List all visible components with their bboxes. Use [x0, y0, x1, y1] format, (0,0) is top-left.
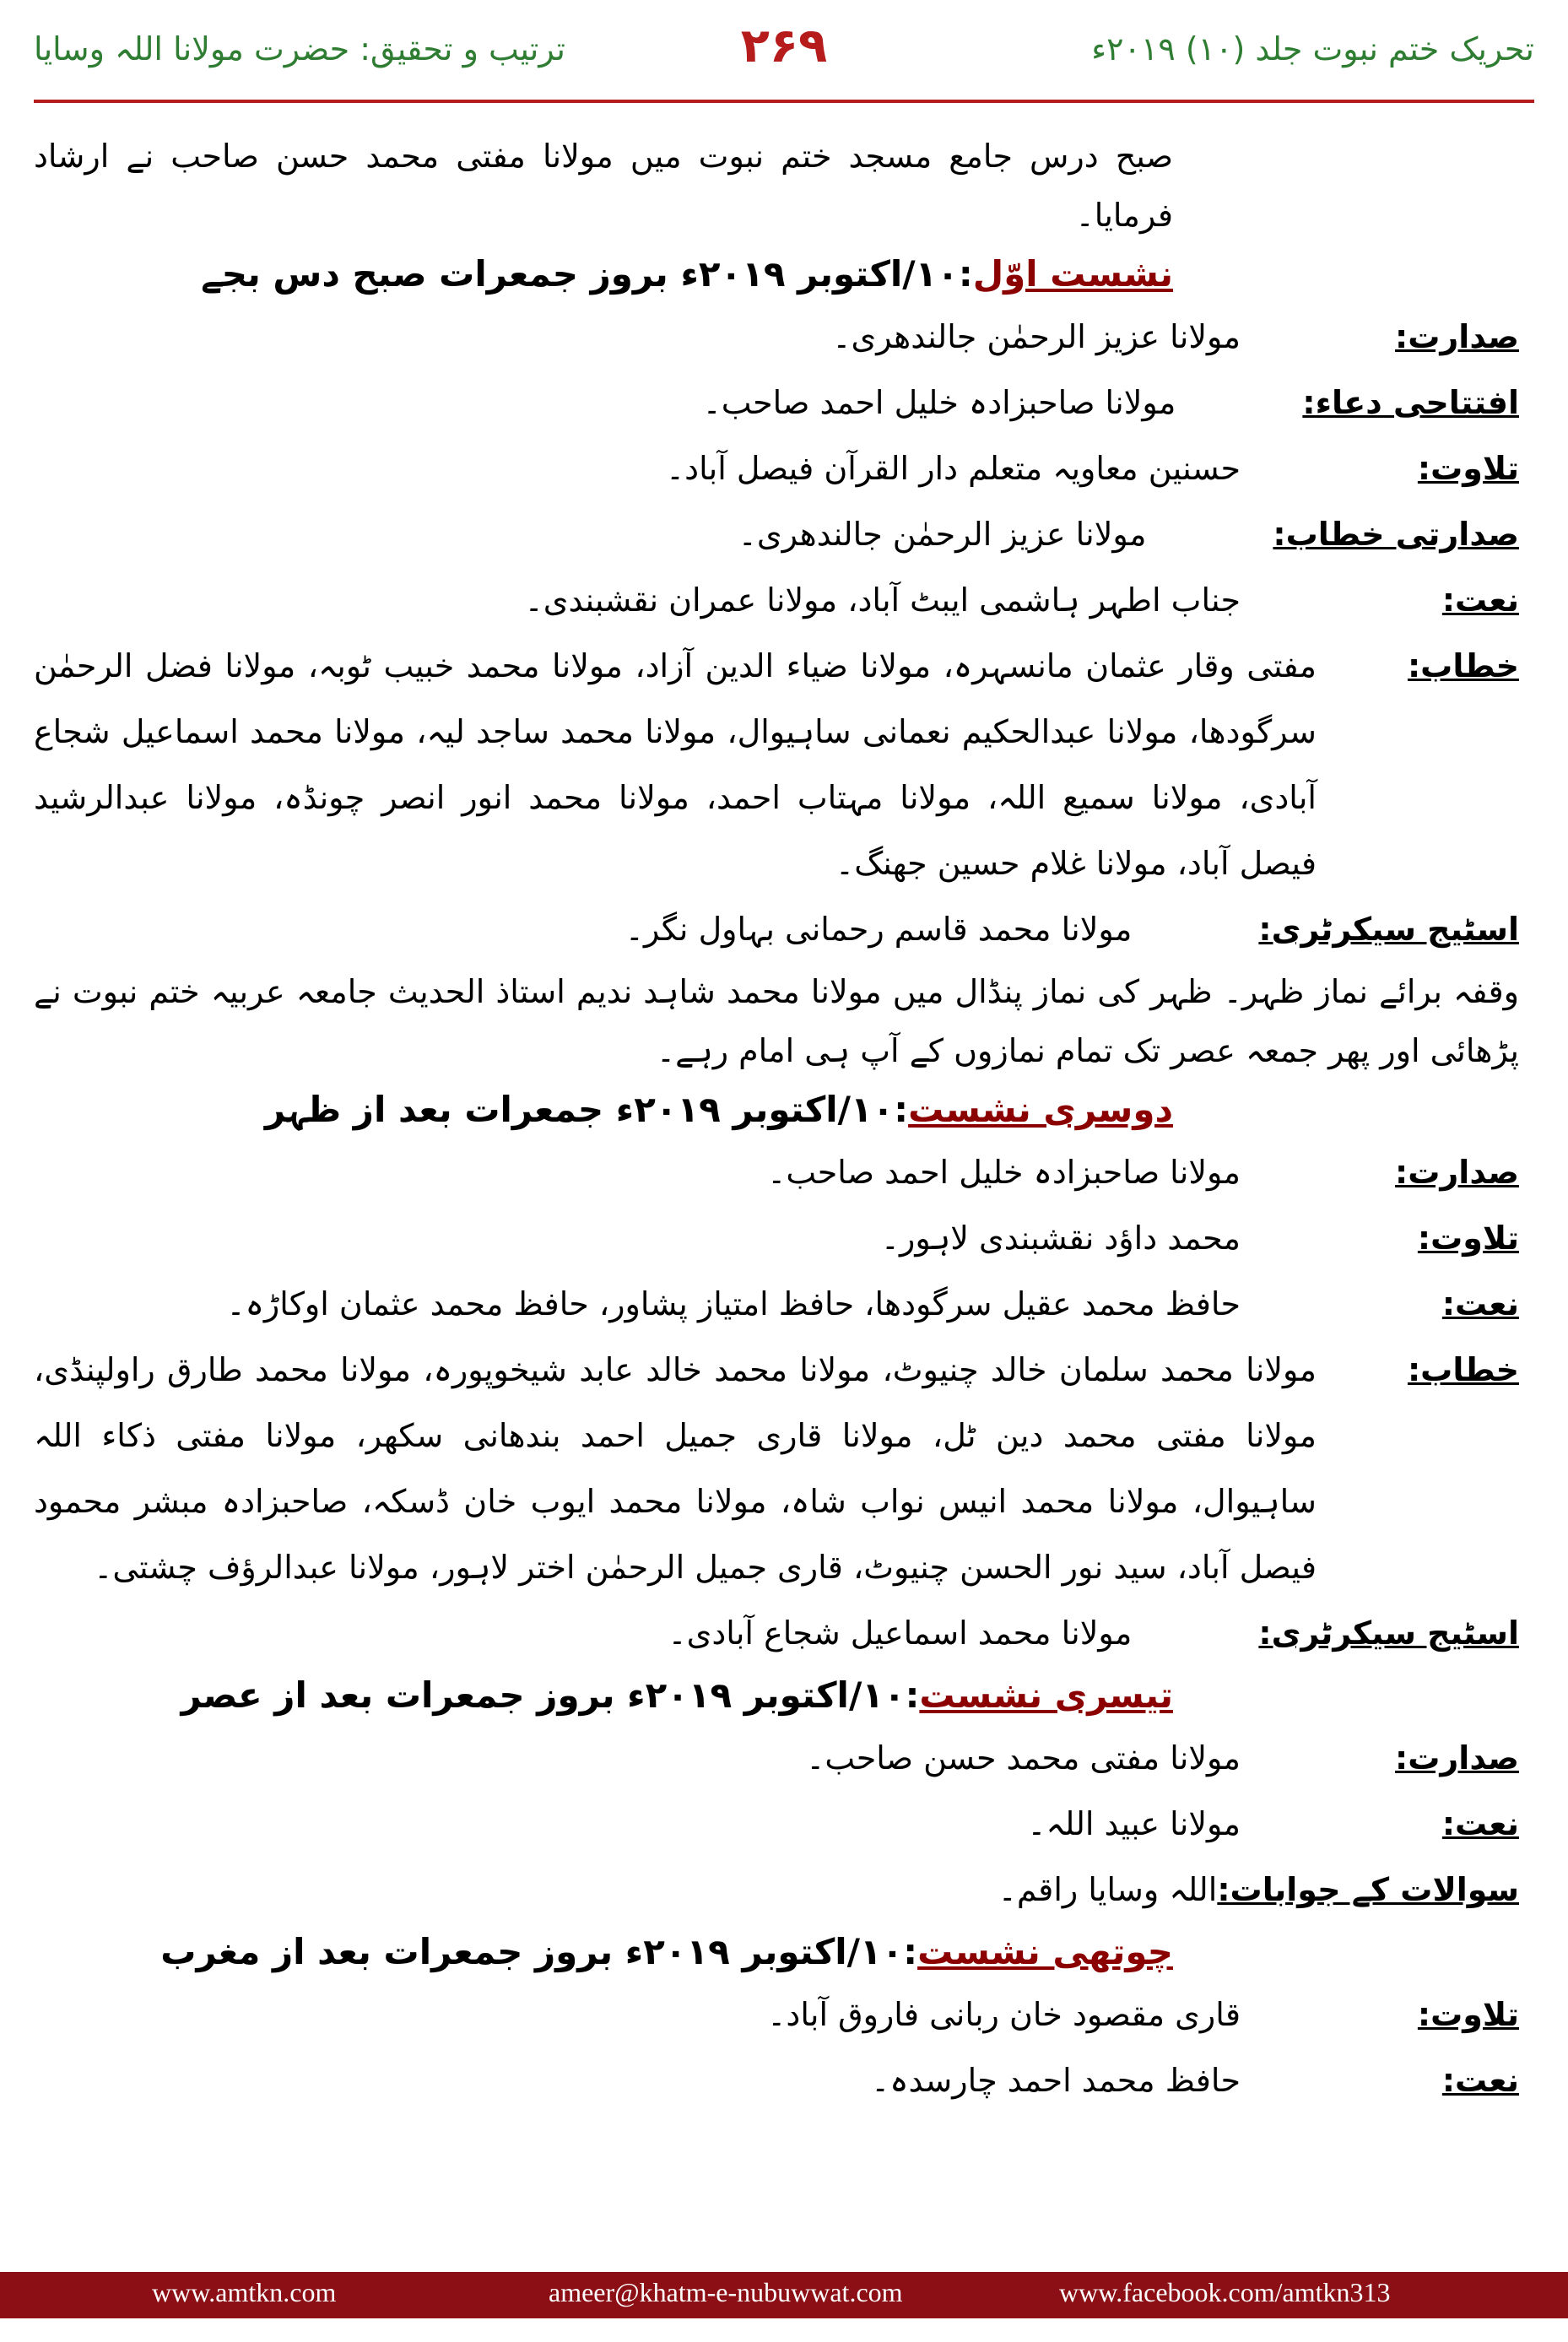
- session-3-list: [34, 1725, 1519, 1923]
- list-item: [34, 1337, 1519, 1600]
- session-3-title: تیسری نشست: [919, 1674, 1173, 1716]
- list-item: [34, 1271, 1519, 1337]
- item-value: مولانا محمد اسماعیل شجاع آبادی۔: [668, 1615, 1133, 1652]
- item-value: مولانا محمد قاسم رحمانی بہاول نگر۔: [624, 911, 1133, 948]
- session-2-heading: [34, 1080, 1173, 1139]
- item-label: نعت:: [1441, 2062, 1519, 2099]
- footer-website-link[interactable]: www.amtkn.com: [152, 2277, 337, 2307]
- item-label: نعت:: [1441, 1805, 1519, 1842]
- page-number: ۲۶۹: [740, 19, 828, 73]
- item-value: قاری مقصود خان ربانی فاروق آباد۔: [767, 1996, 1241, 2033]
- item-label: صدارت:: [1395, 1154, 1519, 1191]
- list-item: [34, 2047, 1519, 2113]
- list-item: [34, 1139, 1519, 1205]
- list-item: [34, 896, 1519, 962]
- item-value: مفتی وقار عثمان مانسہرہ، مولانا ضیاء الدین آزاد، مولانا محمد خبیب ٹوبہ، مولانا فضل الرحمٰن سرگودھا، مولانا عبدالحکیم نعمانی ساہیوال، مولانا محمد ساجد لیہ، مولانا محمد اسماعیل شجاع آبادی، مولانا سمیع اللہ، مولانا مہتاب احمد، مولانا محمد انور انصر چونڈہ، مولانا عبدالرشید فیصل آباد، مولانا غلام حسین جھنگ۔: [34, 647, 1317, 882]
- item-label: اسٹیج سیکرٹری:: [1258, 1615, 1519, 1652]
- list-item: [34, 1791, 1519, 1857]
- header-divider: [34, 100, 1534, 103]
- session-1-date: :۱۰/اکتوبر ۲۰۱۹ء بروز جمعرات صبح دس بجے: [201, 253, 973, 295]
- session-2-list: [34, 1139, 1519, 1666]
- session-1-list: [34, 304, 1519, 962]
- item-label: صدارت:: [1395, 318, 1519, 355]
- session-2-title: دوسری نشست: [908, 1089, 1173, 1130]
- list-item: [34, 1725, 1519, 1791]
- item-value: مولانا عزیز الرحمٰن جالندھری۔: [738, 516, 1147, 553]
- session-4-title: چوتھی نشست: [917, 1931, 1173, 1972]
- intro-paragraph: صبح درس جامع مسجد ختم نبوت میں مولانا مفتی محمد حسن صاحب نے ارشاد فرمایا۔: [34, 138, 1173, 234]
- item-label: تلاوت:: [1417, 1220, 1519, 1257]
- item-value: مولانا مفتی محمد حسن صاحب۔: [806, 1739, 1241, 1777]
- list-item: [34, 370, 1519, 435]
- list-item: [34, 304, 1519, 370]
- item-value: مولانا عبید اللہ۔: [1027, 1805, 1241, 1842]
- qa-label: سوالات کے جوابات:: [1217, 1871, 1519, 1908]
- list-item: [34, 435, 1519, 501]
- item-value: حافظ محمد احمد چارسدہ۔: [870, 2062, 1241, 2099]
- qa-line: [34, 1857, 1519, 1923]
- break-paragraph: وقفہ برائے نماز ظہر۔ ظہر کی نماز پنڈال میں مولانا محمد شاہد ندیم استاذ الحدیث جامعہ عربیہ ختم نبوت نے پڑھائی اور پھر جمعہ عصر تک تمام نمازوں کے آپ ہی امام رہے۔: [34, 973, 1519, 1069]
- session-2-date: :۱۰/اکتوبر ۲۰۱۹ء جمعرات بعد از ظہر: [264, 1089, 909, 1130]
- footer-email-link[interactable]: ameer@khatm-e-nubuwwat.com: [549, 2277, 903, 2307]
- footer-facebook-link[interactable]: www.facebook.com/amtkn313: [1059, 2277, 1391, 2307]
- item-label: تلاوت:: [1417, 1996, 1519, 2033]
- item-value: مولانا عزیز الرحمٰن جالندھری۔: [832, 318, 1241, 355]
- session-3-date: :۱۰/اکتوبر ۲۰۱۹ء بروز جمعرات بعد از عصر: [181, 1674, 920, 1716]
- item-label: خطاب:: [1407, 1351, 1519, 1388]
- list-item: [34, 1600, 1519, 1666]
- item-label: اسٹیج سیکرٹری:: [1258, 911, 1519, 948]
- item-label: نعت:: [1441, 1285, 1519, 1322]
- list-item: [34, 1982, 1519, 2047]
- session-1-heading: [34, 245, 1173, 304]
- item-value: محمد داؤد نقشبندی لاہور۔: [880, 1220, 1241, 1257]
- page-header: [0, 0, 1568, 110]
- item-value: مولانا محمد سلمان خالد چنیوٹ، مولانا محمد خالد عابد شیخوپورہ، مولانا محمد طارق راولپنڈی، مولانا مفتی محمد دین ٹل، مولانا قاری جمیل احمد بندھانی سکھر، مولانا مفتی ذکاء اللہ ساہیوال، مولانا محمد انیس نواب شاہ، مولانا محمد ایوب خان ڈسکہ، صاحبزادہ مبشر محمود فیصل آباد، سید نور الحسن چنیوٹ، قاری جمیل الرحمٰن اختر لاہور، مولانا عبدالرؤف چشتی۔: [34, 1351, 1317, 1586]
- item-label: افتتاحی دعاء:: [1302, 384, 1519, 421]
- item-label: صدارت:: [1395, 1739, 1519, 1777]
- page-footer: [0, 2272, 1568, 2318]
- item-label: نعت:: [1441, 581, 1519, 619]
- item-label: تلاوت:: [1417, 450, 1519, 487]
- item-label: صدارتی خطاب:: [1273, 516, 1519, 553]
- item-value: حسنین معاویہ متعلم دار القرآن فیصل آباد۔: [665, 450, 1241, 487]
- session-4-list: [34, 1982, 1519, 2113]
- item-label: خطاب:: [1407, 647, 1519, 684]
- session-4-date: :۱۰/اکتوبر ۲۰۱۹ء بروز جمعرات بعد از مغرب: [160, 1931, 918, 1972]
- session-3-heading: [34, 1666, 1173, 1725]
- session-1-title: نشست اوّل: [972, 253, 1173, 295]
- item-value: مولانا صاحبزادہ خلیل احمد صاحب۔: [702, 384, 1176, 421]
- item-value: مولانا صاحبزادہ خلیل احمد صاحب۔: [767, 1154, 1241, 1191]
- list-item: [34, 567, 1519, 633]
- list-item: [34, 633, 1519, 896]
- header-compiler: ترتیب و تحقیق: حضرت مولانا اللہ وسایا: [34, 30, 565, 68]
- session-4-heading: [34, 1923, 1173, 1982]
- page-body: [34, 127, 1519, 2113]
- list-item: [34, 1205, 1519, 1271]
- qa-value: اللہ وسایا راقم۔: [998, 1871, 1218, 1908]
- header-book-title: تحریک ختم نبوت جلد (۱۰) ۲۰۱۹ء: [1091, 30, 1534, 68]
- item-value: جناب اطہر ہاشمی ایبٹ آباد، مولانا عمران نقشبندی۔: [524, 581, 1241, 619]
- item-value: حافظ محمد عقیل سرگودھا، حافظ امتیاز پشاور، حافظ محمد عثمان اوکاڑہ۔: [226, 1285, 1241, 1322]
- list-item: [34, 501, 1519, 567]
